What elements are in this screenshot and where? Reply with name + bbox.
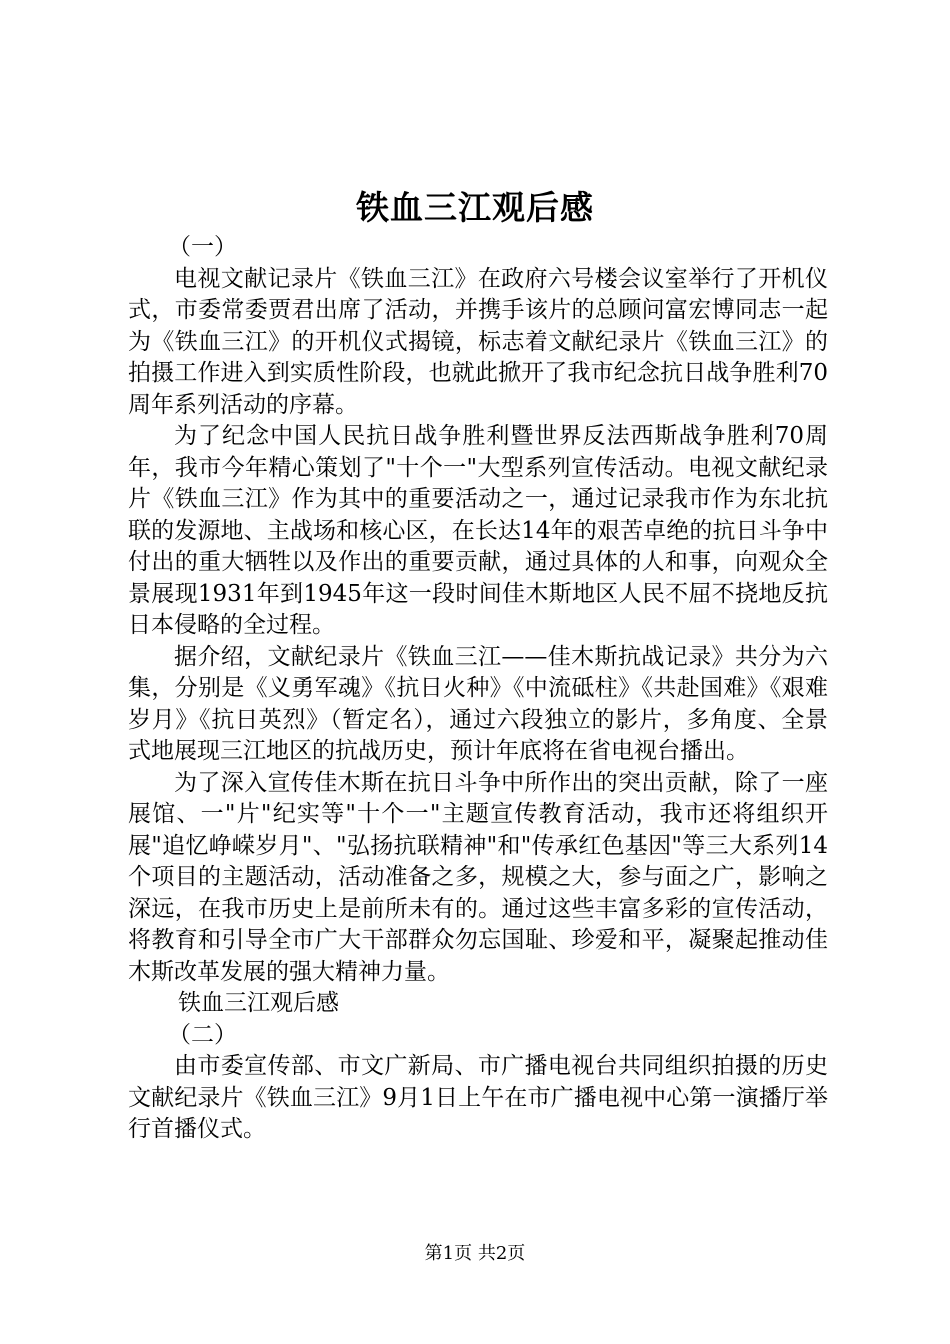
page-footer: 第1页 共2页 xyxy=(424,1243,526,1264)
paragraph-1: 电视文献记录片《铁血三江》在政府六号楼会议室举行了开机仪式，市委常委贾君出席了活动，并携手该片的总顾问富宏博同志一起为《铁血三江》的开机仪式揭镜，标志着文献纪录片《铁血三江》的拍摄工作进入到实质性阶段，也就此掀开了我市纪念抗日战争胜利70周年系列活动的序幕。 xyxy=(128,265,828,418)
paragraph-section-2: 由市委宣传部、市文广新局、市广播电视台共同组织拍摄的历史文献纪录片《铁血三江》9月1日上午在市广播电视中心第一演播厅举行首播仪式。 xyxy=(128,1053,828,1142)
paragraph-2: 为了纪念中国人民抗日战争胜利暨世界反法西斯战争胜利70周年，我市今年精心策划了"十个一"大型系列宣传活动。电视文献纪录片《铁血三江》作为其中的重要活动之一，通过记录我市作为东北抗联的发源地、主战场和核心区，在长达14年的艰苦卓绝的抗日斗争中付出的重大牺牲以及作出的重要贡献，通过具体的人和事，向观众全景展现1931年到1945年这一段时间佳木斯地区人民不屈不挠地反抗日本侵略的全过程。 xyxy=(128,423,828,638)
document-title: 铁血三江观后感 xyxy=(356,188,594,227)
paragraph-3: 据介绍，文献纪录片《铁血三江——佳木斯抗战记录》共分为六集，分别是《义勇军魂》《抗日火种》《中流砥柱》《共赴国难》《艰难岁月》《抗日英烈》（暂定名），通过六段独立的影片，多角度、全景式地展现三江地区的抗战历史，预计年底将在省电视台播出。 xyxy=(128,643,828,764)
paragraph-4: 为了深入宣传佳木斯在抗日斗争中所作出的突出贡献，除了一座展馆、一"片"纪实等"十个一"主题宣传教育活动，我市还将组织开展"追忆峥嵘岁月"、"弘扬抗联精神"和"传承红色基因"等三大系列14个项目的主题活动，活动准备之多，规模之大，参与面之广，影响之深远，在我市历史上是前所未有的。通过这些丰富多彩的宣传活动，将教育和引导全市广大干部群众勿忘国耻、珍爱和平，凝聚起推动佳木斯改革发展的强大精神力量。 xyxy=(128,769,828,985)
document-body xyxy=(128,232,828,1146)
section-label-1: （一） xyxy=(168,234,237,260)
repeat-title: 铁血三江观后感 xyxy=(178,990,339,1016)
section-label-2: （二） xyxy=(168,1021,237,1048)
